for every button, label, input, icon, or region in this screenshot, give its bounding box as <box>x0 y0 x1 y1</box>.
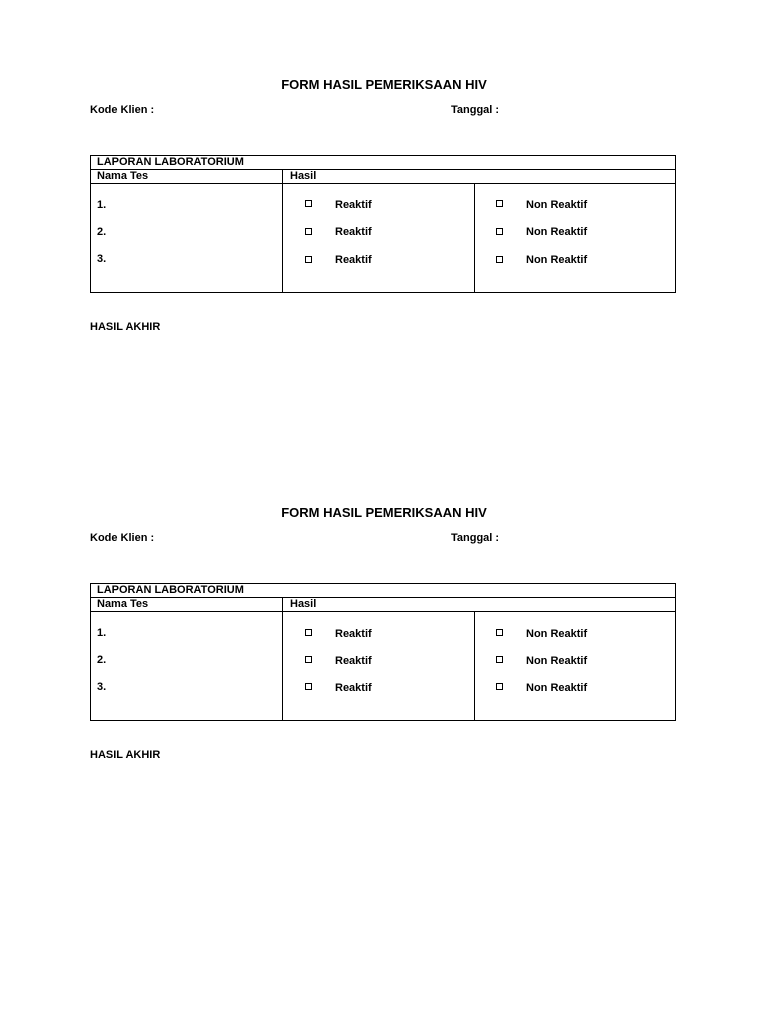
row-number: 1. <box>97 199 107 211</box>
section-header: LAPORAN LABORATORIUM <box>91 156 675 170</box>
option-reaktif: Reaktif <box>335 655 372 667</box>
option-non-reaktif: Non Reaktif <box>526 254 588 266</box>
lab-report-table <box>90 155 676 293</box>
checkbox-reaktif-3[interactable] <box>305 256 312 263</box>
option-non-reaktif: Non Reaktif <box>526 682 588 694</box>
checkbox-reaktif-3[interactable] <box>305 683 312 690</box>
row-number: 1. <box>97 627 107 639</box>
divider-hasil-options <box>474 184 475 292</box>
checkbox-non-reaktif-3[interactable] <box>496 683 503 690</box>
option-non-reaktif: Non Reaktif <box>526 199 588 211</box>
hiv-form-1 <box>0 77 768 497</box>
form-title: FORM HASIL PEMERIKSAAN HIV <box>281 505 487 520</box>
option-non-reaktif: Non Reaktif <box>526 628 588 640</box>
col-hasil: Hasil <box>290 598 317 610</box>
row-number: 3. <box>97 681 107 693</box>
option-reaktif: Reaktif <box>335 254 372 266</box>
hasil-akhir-label: HASIL AKHIR <box>90 749 161 761</box>
option-reaktif: Reaktif <box>335 628 372 640</box>
tanggal-label: Tanggal : <box>451 104 500 116</box>
option-reaktif: Reaktif <box>335 682 372 694</box>
checkbox-reaktif-1[interactable] <box>305 629 312 636</box>
divider-nama-hasil <box>282 598 283 720</box>
lab-report-table <box>90 583 676 721</box>
hasil-akhir-label: HASIL AKHIR <box>90 321 161 333</box>
option-reaktif: Reaktif <box>335 199 372 211</box>
checkbox-non-reaktif-3[interactable] <box>496 256 503 263</box>
tanggal-label: Tanggal : <box>451 532 500 544</box>
option-reaktif: Reaktif <box>335 226 372 238</box>
section-header: LAPORAN LABORATORIUM <box>91 584 675 598</box>
option-non-reaktif: Non Reaktif <box>526 655 588 667</box>
checkbox-non-reaktif-2[interactable] <box>496 228 503 235</box>
checkbox-non-reaktif-1[interactable] <box>496 629 503 636</box>
form-title: FORM HASIL PEMERIKSAAN HIV <box>281 77 487 92</box>
row-number: 2. <box>97 654 107 666</box>
checkbox-non-reaktif-2[interactable] <box>496 656 503 663</box>
checkbox-reaktif-2[interactable] <box>305 656 312 663</box>
col-nama-tes: Nama Tes <box>97 170 149 182</box>
row-number: 2. <box>97 226 107 238</box>
kode-klien-label: Kode Klien : <box>90 532 155 544</box>
kode-klien-label: Kode Klien : <box>90 104 155 116</box>
divider-hasil-options <box>474 612 475 720</box>
option-non-reaktif: Non Reaktif <box>526 226 588 238</box>
col-hasil: Hasil <box>290 170 317 182</box>
column-headers <box>91 170 675 184</box>
checkbox-reaktif-2[interactable] <box>305 228 312 235</box>
col-nama-tes: Nama Tes <box>97 598 149 610</box>
hiv-form-2 <box>0 505 768 925</box>
divider-nama-hasil <box>282 170 283 292</box>
row-number: 3. <box>97 253 107 265</box>
checkbox-non-reaktif-1[interactable] <box>496 200 503 207</box>
column-headers <box>91 598 675 612</box>
checkbox-reaktif-1[interactable] <box>305 200 312 207</box>
